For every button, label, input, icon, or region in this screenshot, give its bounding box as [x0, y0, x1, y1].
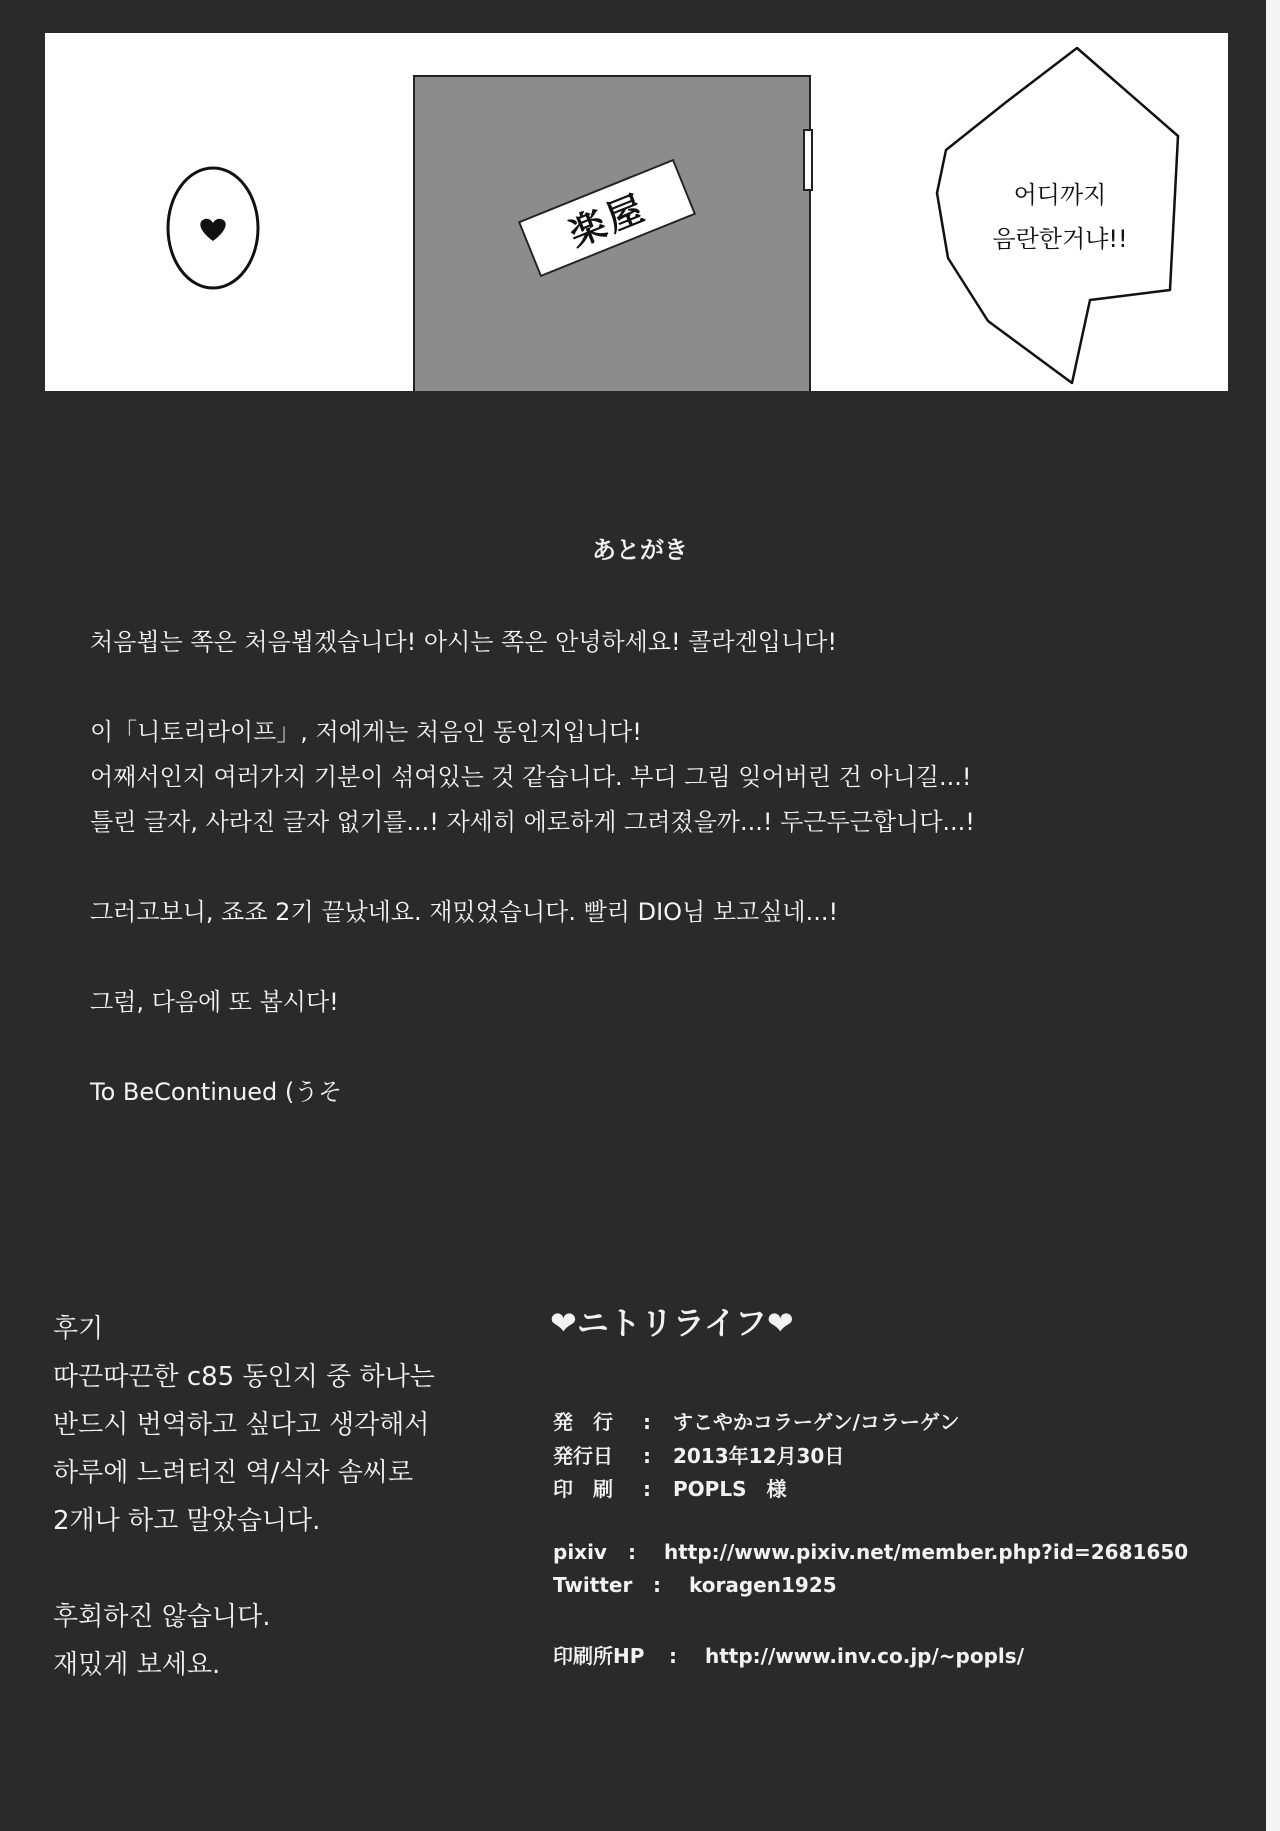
colophon-date [553, 1440, 844, 1469]
printer-hp-link[interactable]: http://www.inv.co.jp/~popls/ [705, 1644, 1024, 1668]
pixiv-link[interactable]: http://www.pixiv.net/member.php?id=2681650 [664, 1540, 1189, 1564]
heart-speech-bubble [163, 163, 263, 293]
colophon-pixiv [553, 1540, 1188, 1564]
colophon-publisher [553, 1406, 960, 1435]
afterword-line: 그러고보니, 죠죠 2기 끝났네요. 재밌었습니다. 빨리 DIO님 보고싶네...! [90, 898, 839, 926]
door-sign: 楽屋 [518, 159, 696, 278]
colophon-separator: : [628, 1540, 636, 1564]
colophon-label: 印刷所HP [553, 1644, 645, 1668]
colophon-value: すこやかコラーゲン/コラーゲン [673, 1410, 960, 1434]
colophon-label: 発 行 [553, 1410, 613, 1434]
afterword-line: To BeContinued (うそ [90, 1078, 343, 1106]
colophon-separator: : [643, 1477, 651, 1501]
speech-bubble-text [970, 173, 1150, 261]
colophon-value: POPLS 様 [673, 1477, 787, 1501]
bubble-line: 음란한거냐!! [992, 225, 1128, 253]
review-line: 반드시 번역하고 싶다고 생각해서 [53, 1410, 430, 1440]
afterword-line: 틀린 글자, 사라진 글자 없기를...! 자세히 에로하게 그려졌을까...! 두근두근합니다...! [90, 808, 975, 836]
colophon-label: Twitter [553, 1573, 633, 1597]
comic-panel [45, 33, 1228, 391]
colophon-printer-hp [553, 1640, 1024, 1669]
colophon-label: 印 刷 [553, 1477, 613, 1501]
colophon-twitter [553, 1573, 837, 1597]
review-line: 하루에 느려터진 역/식자 솜씨로 [53, 1458, 414, 1488]
twitter-handle: koragen1925 [689, 1573, 837, 1597]
colophon-title: ❤ニトリライフ❤ [550, 1304, 794, 1342]
colophon-label: 発行日 [553, 1444, 613, 1468]
colophon-separator: : [653, 1573, 661, 1597]
colophon-value: 2013年12月30日 [673, 1444, 845, 1468]
afterword-body [90, 620, 1240, 1115]
bubble-line: 어디까지 [1013, 181, 1107, 209]
colophon-separator: : [643, 1444, 651, 1468]
review-line: 따끈따끈한 c85 동인지 중 하나는 [53, 1362, 435, 1392]
colophon-printer [553, 1473, 786, 1502]
review-line: 2개나 하고 말았습니다. [53, 1506, 321, 1536]
review-line: 후회하진 않습니다. [53, 1602, 271, 1632]
translator-review [53, 1305, 533, 1689]
afterword-line: 어째서인지 여러가지 기분이 섞여있는 것 같습니다. 부디 그림 잊어버린 건 아니길...! [90, 763, 972, 791]
afterword-title: あとがき [592, 536, 688, 564]
afterword-line: 이「니토리라이프」, 저에게는 처음인 동인지입니다! [90, 718, 642, 746]
afterword-line: 처음뵙는 쪽은 처음뵙겠습니다! 아시는 쪽은 안녕하세요! 콜라겐입니다! [90, 628, 837, 656]
colophon-label: pixiv [553, 1540, 607, 1564]
page-edge [1266, 0, 1280, 1831]
afterword-line: 그럼, 다음에 또 봅시다! [90, 988, 339, 1016]
colophon-separator: : [669, 1644, 677, 1668]
review-line: 후기 [53, 1314, 104, 1344]
door-handle [803, 129, 813, 191]
colophon-separator: : [643, 1410, 651, 1434]
review-line: 재밌게 보세요. [53, 1650, 221, 1680]
